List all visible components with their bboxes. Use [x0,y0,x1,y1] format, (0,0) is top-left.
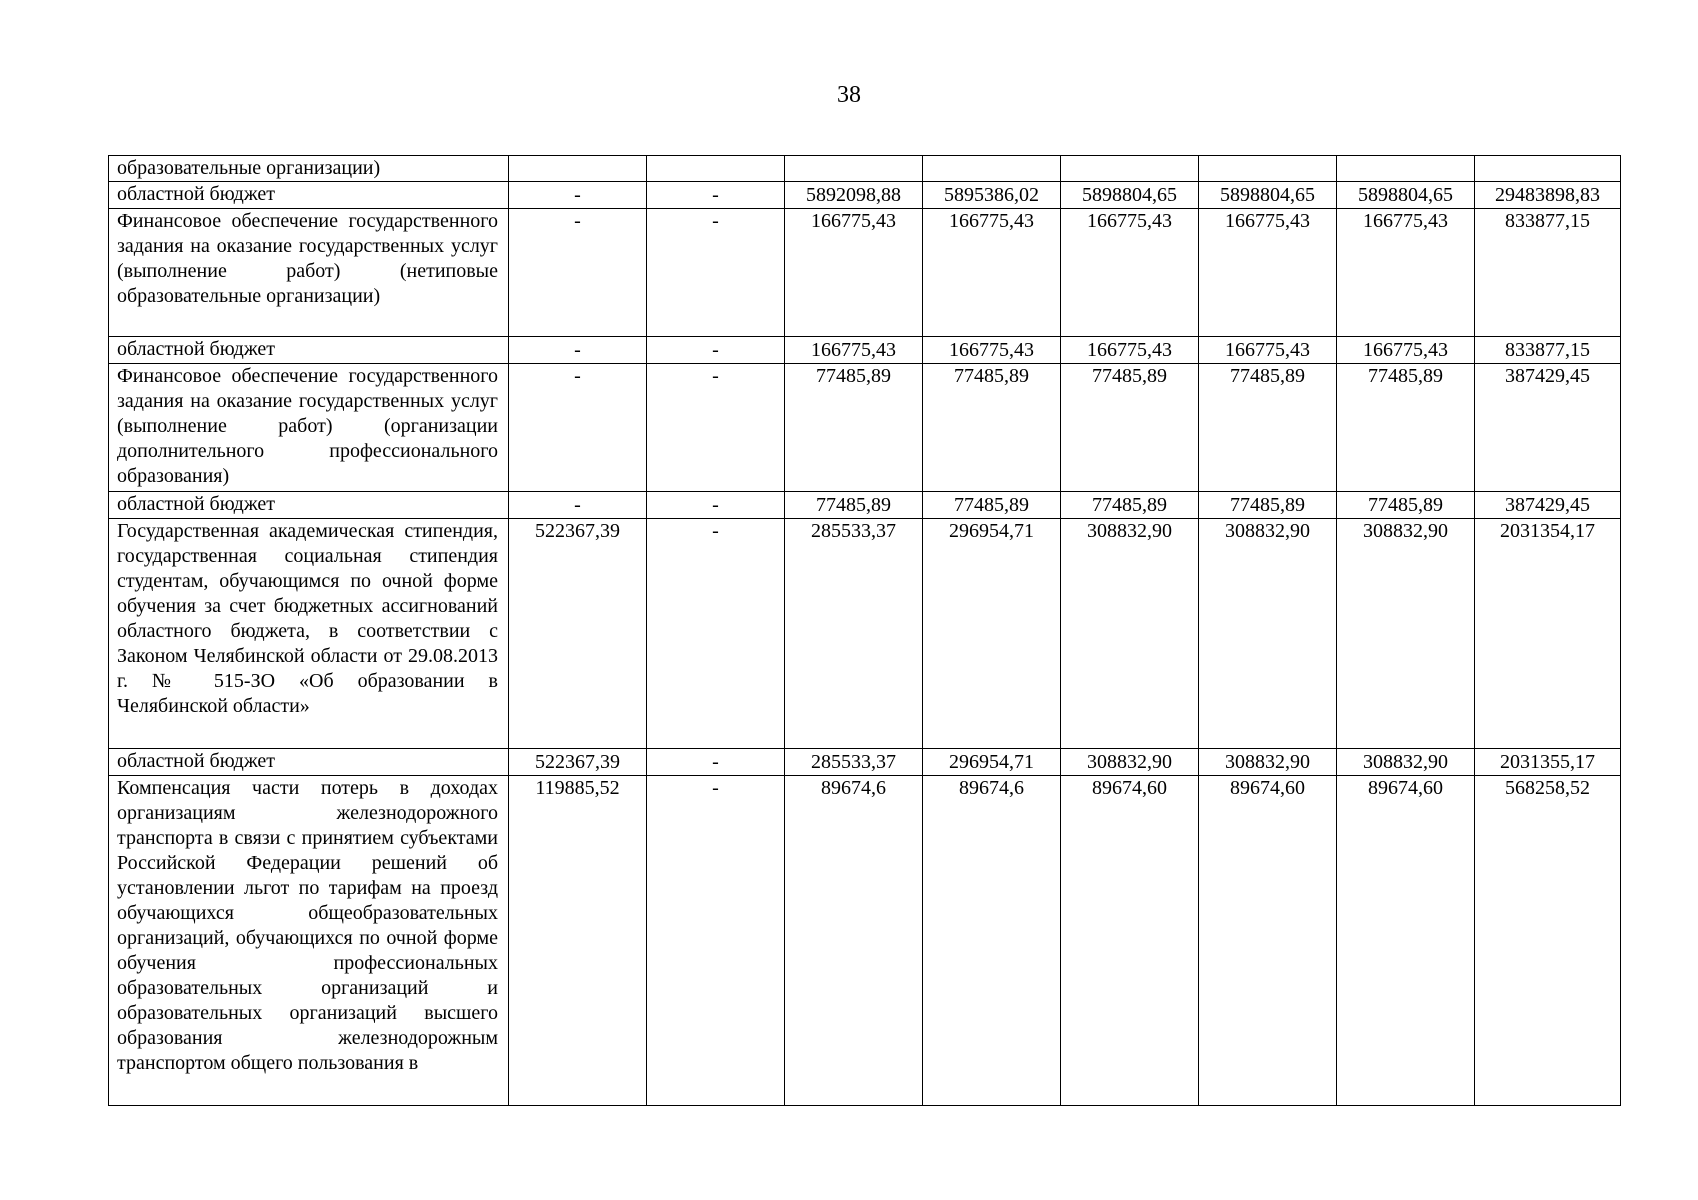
table-body [109,156,1621,1106]
cell-value: 89674,60 [1061,776,1199,1106]
row-label: Компенсация части потерь в доходах организациям железнодорожного транспорта в связи с принятием субъектами Российской Федерации решений об установлении льгот по тарифам на проезд обучающихся общеобразовательных организаций, обучающихся по очной форме обучения профессиональных образовательных организаций и образовательных организаций высшего образования железнодорожным транспортом общего пользования в [109,776,509,1106]
row-label: областной бюджет [109,749,509,776]
cell-value: 833877,15 [1475,337,1621,364]
table-row [109,749,1621,776]
cell-value: - [647,182,785,209]
cell-value: - [647,492,785,519]
cell-value: 166775,43 [923,209,1061,337]
cell-value: - [509,364,647,492]
row-label: образовательные организации) [109,156,509,182]
cell-value: 568258,52 [1475,776,1621,1106]
cell-value: 77485,89 [785,492,923,519]
cell-value: 833877,15 [1475,209,1621,337]
cell-value: 296954,71 [923,519,1061,749]
row-label: Финансовое обеспечение государственного задания на оказание государственных услуг (выполнение работ) (нетиповые образовательные организации) [109,209,509,337]
table-row [109,156,1621,182]
cell-value: 522367,39 [509,749,647,776]
cell-value [1061,156,1199,182]
row-label: областной бюджет [109,492,509,519]
cell-value: 166775,43 [1337,209,1475,337]
row-label: Государственная академическая стипендия, государственная социальная стипендия студентам, обучающимся по очной форме обучения за счет бюджетных ассигнований областного бюджета, в соответствии с Законом Челябинской области от 29.08.2013 г. № 515-ЗО «Об образовании в Челябинской области» [109,519,509,749]
budget-table [108,155,1621,1106]
cell-value: 2031355,17 [1475,749,1621,776]
table-row [109,209,1621,337]
cell-value: 89674,6 [785,776,923,1106]
cell-value: 285533,37 [785,749,923,776]
cell-value: 166775,43 [785,209,923,337]
cell-value: 89674,60 [1199,776,1337,1106]
page-number: 38 [837,82,861,108]
cell-value: 77485,89 [1061,364,1199,492]
cell-value: 308832,90 [1337,749,1475,776]
cell-value: 5895386,02 [923,182,1061,209]
cell-value: 77485,89 [1061,492,1199,519]
cell-value: 166775,43 [923,337,1061,364]
cell-value: - [509,337,647,364]
cell-value: - [647,337,785,364]
cell-value: 308832,90 [1337,519,1475,749]
table-row [109,776,1621,1106]
cell-value [509,156,647,182]
cell-value: 77485,89 [1337,492,1475,519]
cell-value: - [509,492,647,519]
cell-value: 5892098,88 [785,182,923,209]
cell-value: 89674,60 [1337,776,1475,1106]
table-row [109,337,1621,364]
table-row [109,364,1621,492]
cell-value: - [647,519,785,749]
row-label: областной бюджет [109,337,509,364]
cell-value: - [647,364,785,492]
cell-value [923,156,1061,182]
cell-value: 29483898,83 [1475,182,1621,209]
cell-value: 308832,90 [1199,749,1337,776]
cell-value [1475,156,1621,182]
cell-value [1337,156,1475,182]
cell-value: - [509,209,647,337]
cell-value: 387429,45 [1475,364,1621,492]
cell-value [647,156,785,182]
cell-value: - [647,209,785,337]
cell-value: - [647,776,785,1106]
cell-value: 308832,90 [1199,519,1337,749]
cell-value: 2031354,17 [1475,519,1621,749]
cell-value: 522367,39 [509,519,647,749]
cell-value: 77485,89 [1337,364,1475,492]
cell-value [785,156,923,182]
cell-value: - [647,749,785,776]
cell-value: 5898804,65 [1061,182,1199,209]
cell-value: 5898804,65 [1199,182,1337,209]
cell-value: 77485,89 [1199,492,1337,519]
cell-value: 166775,43 [1061,209,1199,337]
cell-value: 166775,43 [1337,337,1475,364]
cell-value: 166775,43 [1061,337,1199,364]
cell-value: 308832,90 [1061,749,1199,776]
cell-value: 166775,43 [1199,337,1337,364]
cell-value: 166775,43 [1199,209,1337,337]
cell-value: 89674,6 [923,776,1061,1106]
cell-value [1199,156,1337,182]
cell-value: 5898804,65 [1337,182,1475,209]
cell-value: 77485,89 [923,492,1061,519]
row-label: областной бюджет [109,182,509,209]
cell-value: 77485,89 [785,364,923,492]
table-row [109,492,1621,519]
cell-value: 119885,52 [509,776,647,1106]
cell-value: 77485,89 [923,364,1061,492]
cell-value: - [509,182,647,209]
cell-value: 285533,37 [785,519,923,749]
table-row [109,519,1621,749]
cell-value: 166775,43 [785,337,923,364]
cell-value: 308832,90 [1061,519,1199,749]
row-label: Финансовое обеспечение государственного задания на оказание государственных услуг (выполнение работ) (организации дополнительного профессионального образования) [109,364,509,492]
cell-value: 387429,45 [1475,492,1621,519]
cell-value: 77485,89 [1199,364,1337,492]
table-row [109,182,1621,209]
cell-value: 296954,71 [923,749,1061,776]
